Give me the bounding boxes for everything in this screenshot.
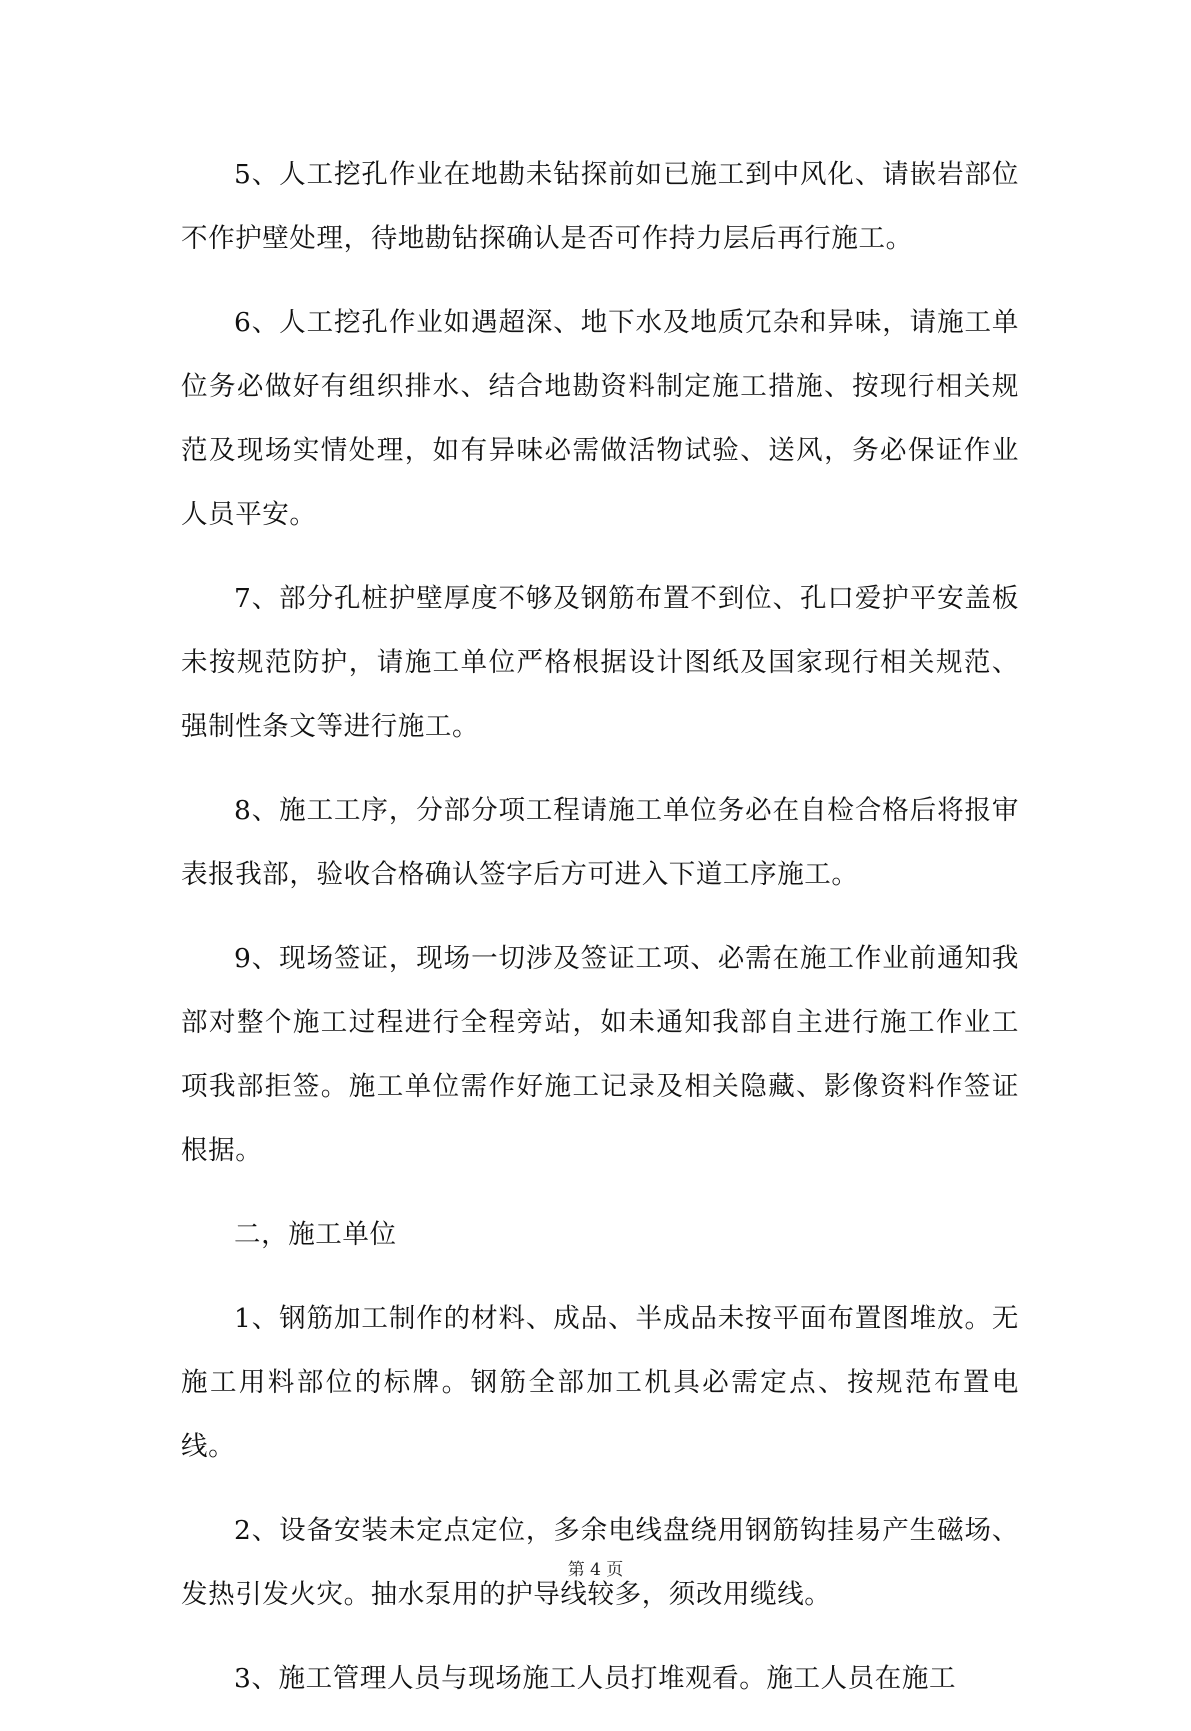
section-heading-construction-unit: 二，施工单位 [234,1219,397,1250]
paragraph-item-7: 7、部分孔桩护壁厚度不够及钢筋布置不到位、孔口爱护平安盖板未按规范防护，请施工单位严格根据设计图纸及国家现行相关规范、强制性条文等进行施工。 [181,583,1019,742]
paragraph-item-2: 2、设备安装未定点定位，多余电线盘绕用钢筋钩挂易产生磁场、发热引发火灾。抽水泵用的护导线较多，须改用缆线。 [181,1515,1019,1610]
paragraph-item-3: 3、施工管理人员与现场施工人员打堆观看。施工人员在施工 [234,1663,957,1694]
document-body [181,143,1019,1731]
page-number: 第 4 页 [567,1560,624,1580]
paragraph-item-5: 5、人工挖孔作业在地勘未钻探前如已施工到中风化、请嵌岩部位不作护壁处理，待地勘钻探确认是否可作持力层后再行施工。 [181,159,1019,254]
paragraph-item-6: 6、人工挖孔作业如遇超深、地下水及地质冗杂和异味，请施工单位务必做好有组织排水、结合地勘资料制定施工措施、按现行相关规范及现场实情处理，如有异味必需做活物试验、送风，务必保证作业人员平安。 [181,307,1019,530]
paragraph-item-8: 8、施工工序，分部分项工程请施工单位务必在自检合格后将报审表报我部，验收合格确认签字后方可进入下道工序施工。 [181,795,1019,890]
paragraph-item-9: 9、现场签证，现场一切涉及签证工项、必需在施工作业前通知我部对整个施工过程进行全程旁站，如未通知我部自主进行施工作业工项我部拒签。施工单位需作好施工记录及相关隐藏、影像资料作签证根据。 [181,943,1019,1166]
paragraph-item-1: 1、钢筋加工制作的材料、成品、半成品未按平面布置图堆放。无施工用料部位的标牌。钢筋全部加工机具必需定点、按规范布置电线。 [181,1303,1019,1462]
